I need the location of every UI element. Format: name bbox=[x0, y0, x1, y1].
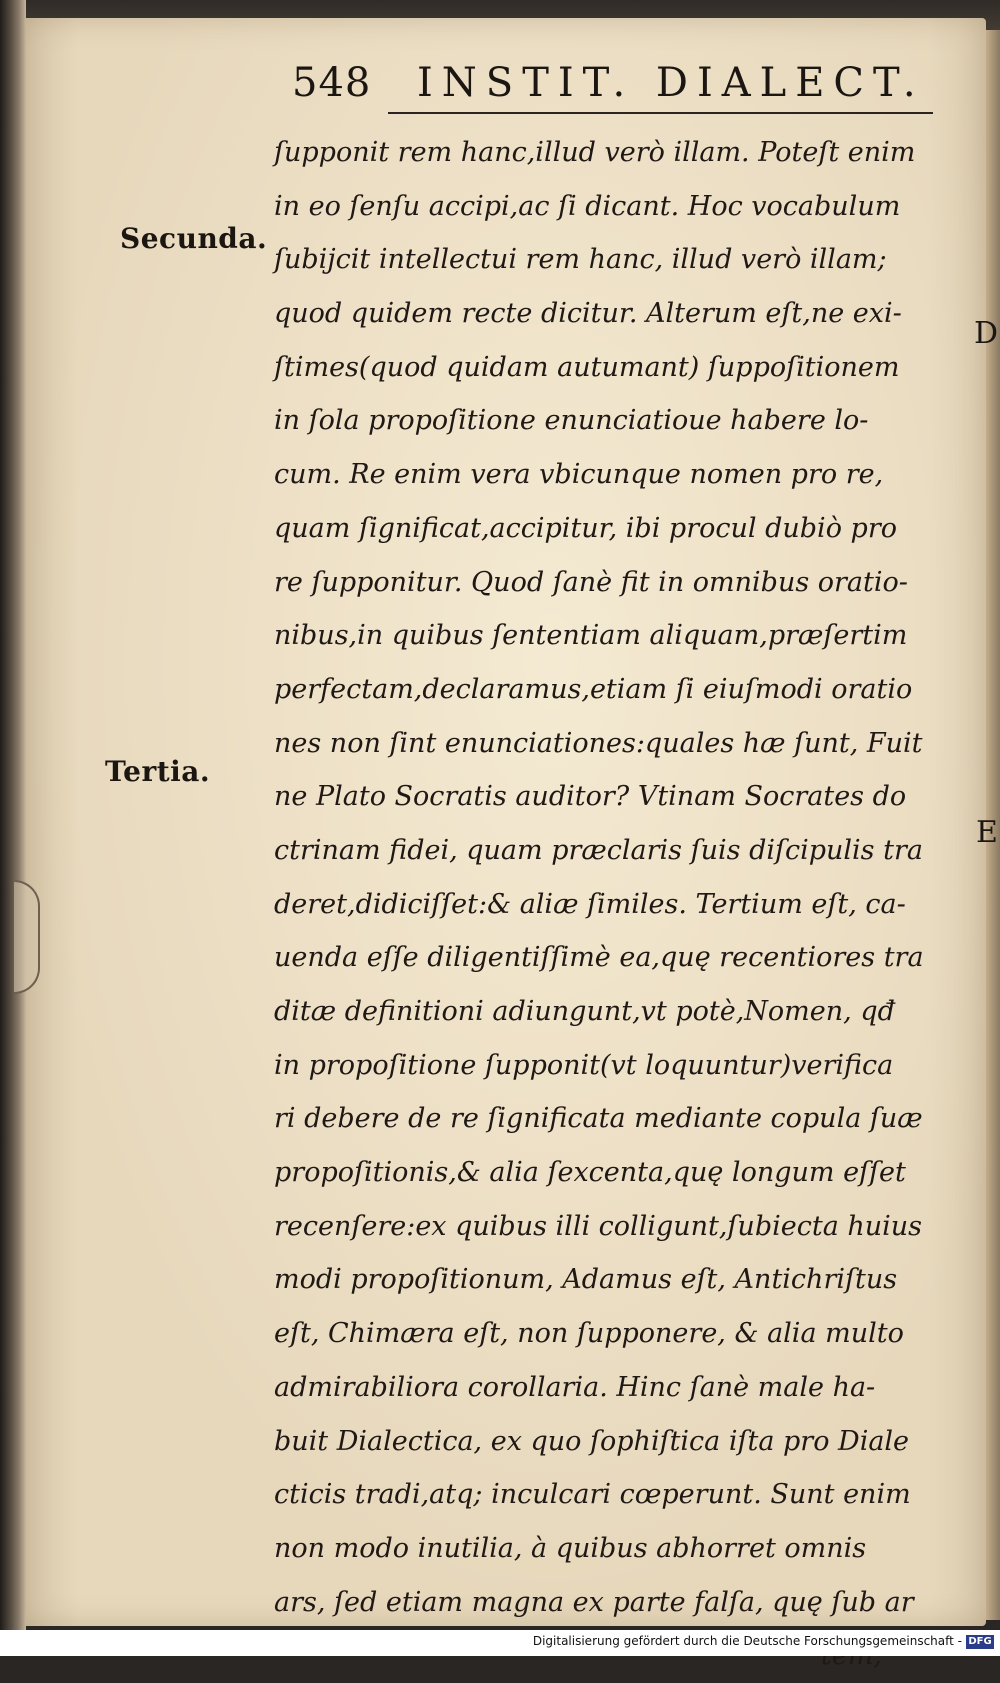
main-text-block bbox=[274, 126, 974, 1683]
dfg-logo: DFG bbox=[966, 1635, 994, 1649]
text-line: nibus,in quibus ſententiam aliquam,præſertim bbox=[274, 620, 908, 652]
text-line: nes non ſint enunciationes:quales hæ ſunt, Fuit bbox=[274, 727, 923, 759]
text-line: uenda eſſe diligentiſſimè ea,quę recentiores tra bbox=[274, 942, 924, 974]
text-line: admirabiliora corollaria. Hinc ſanè male ha- bbox=[274, 1371, 876, 1403]
text-line: in propoſitione ſupponit(vt loquuntur)verifica bbox=[274, 1049, 894, 1081]
funding-credit: Digitalisierung gefördert durch die Deutsche Forschungsgemeinschaft - bbox=[532, 1634, 962, 1648]
text-line: in eo ſenſu accipi,ac ſi dicant. Hoc vocabulum bbox=[274, 190, 901, 222]
text-line: quod quidem recte dicitur. Alterum eſt,ne exi- bbox=[274, 298, 902, 330]
digitization-footer bbox=[0, 1630, 1000, 1656]
page-number: 548 bbox=[292, 60, 372, 106]
text-line: propoſitionis,& alia ſexcenta,quę longum eſſet bbox=[274, 1157, 906, 1189]
text-line: ars, ſed etiam magna ex parte falſa, quę ſub ar bbox=[274, 1586, 914, 1618]
text-line: cticis tradi,atq; inculcari cœperunt. Sunt enim bbox=[274, 1479, 911, 1511]
margin-note-secunda: Secunda. bbox=[120, 222, 268, 255]
page-clip bbox=[14, 880, 40, 994]
text-line: ditæ definitioni adiungunt,vt potè,Nomen, qđ bbox=[274, 996, 895, 1027]
book-binding-edge bbox=[0, 0, 26, 1630]
text-line: recenſere:ex quibus illi colligunt,ſubiecta huius bbox=[274, 1210, 923, 1242]
text-line: eſt, Chimæra eſt, non ſupponere, & alia multo bbox=[274, 1318, 904, 1350]
text-line: quam ſignificat,accipitur, ibi procul dubiò pro bbox=[274, 512, 897, 544]
header-rule bbox=[388, 112, 933, 114]
text-line: deret,didiciſſet:& aliæ ſimiles. Tertium eſt, ca- bbox=[274, 888, 906, 920]
right-margin-letter-d: D bbox=[974, 316, 999, 351]
text-line: buit Dialectica, ex quo ſophiſtica iſta pro Diale bbox=[274, 1425, 910, 1457]
right-margin-letter-e: E bbox=[976, 815, 998, 850]
text-line: ne Plato Socratis auditor? Vtinam Socrates do bbox=[274, 781, 907, 813]
page-header bbox=[292, 60, 932, 116]
text-line: in ſola propoſitione enunciatioue habere lo- bbox=[274, 405, 869, 437]
text-line: ſtimes(quod quidam autumant) ſuppoſitionem bbox=[274, 351, 900, 383]
text-line: ſupponit rem hanc,illud verò illam. Poteſt enim bbox=[274, 137, 916, 168]
text-line: re ſupponitur. Quod ſanè fit in omnibus oratio- bbox=[274, 566, 908, 598]
margin-note-tertia: Tertia. bbox=[105, 755, 211, 788]
text-line: non modo inutilia, à quibus abhorret omnis bbox=[274, 1532, 867, 1564]
text-line: cum. Re enim vera vbicunque nomen pro re, bbox=[274, 459, 884, 491]
running-head: INSTIT. DIALECT. bbox=[417, 60, 925, 106]
text-line: ſubijcit intellectui rem hanc, illud verò illam; bbox=[274, 244, 887, 276]
text-line: perfectam,declaramus,etiam ſi eiuſmodi oratio bbox=[274, 673, 913, 705]
text-line: modi propoſitionum, Adamus eſt, Antichriſtus bbox=[274, 1264, 898, 1296]
text-line: ctrinam fidei, quam præclaris ſuis diſcipulis tra bbox=[274, 834, 923, 866]
text-line: ri debere de re ſignificata mediante copula ſuæ bbox=[274, 1103, 923, 1135]
